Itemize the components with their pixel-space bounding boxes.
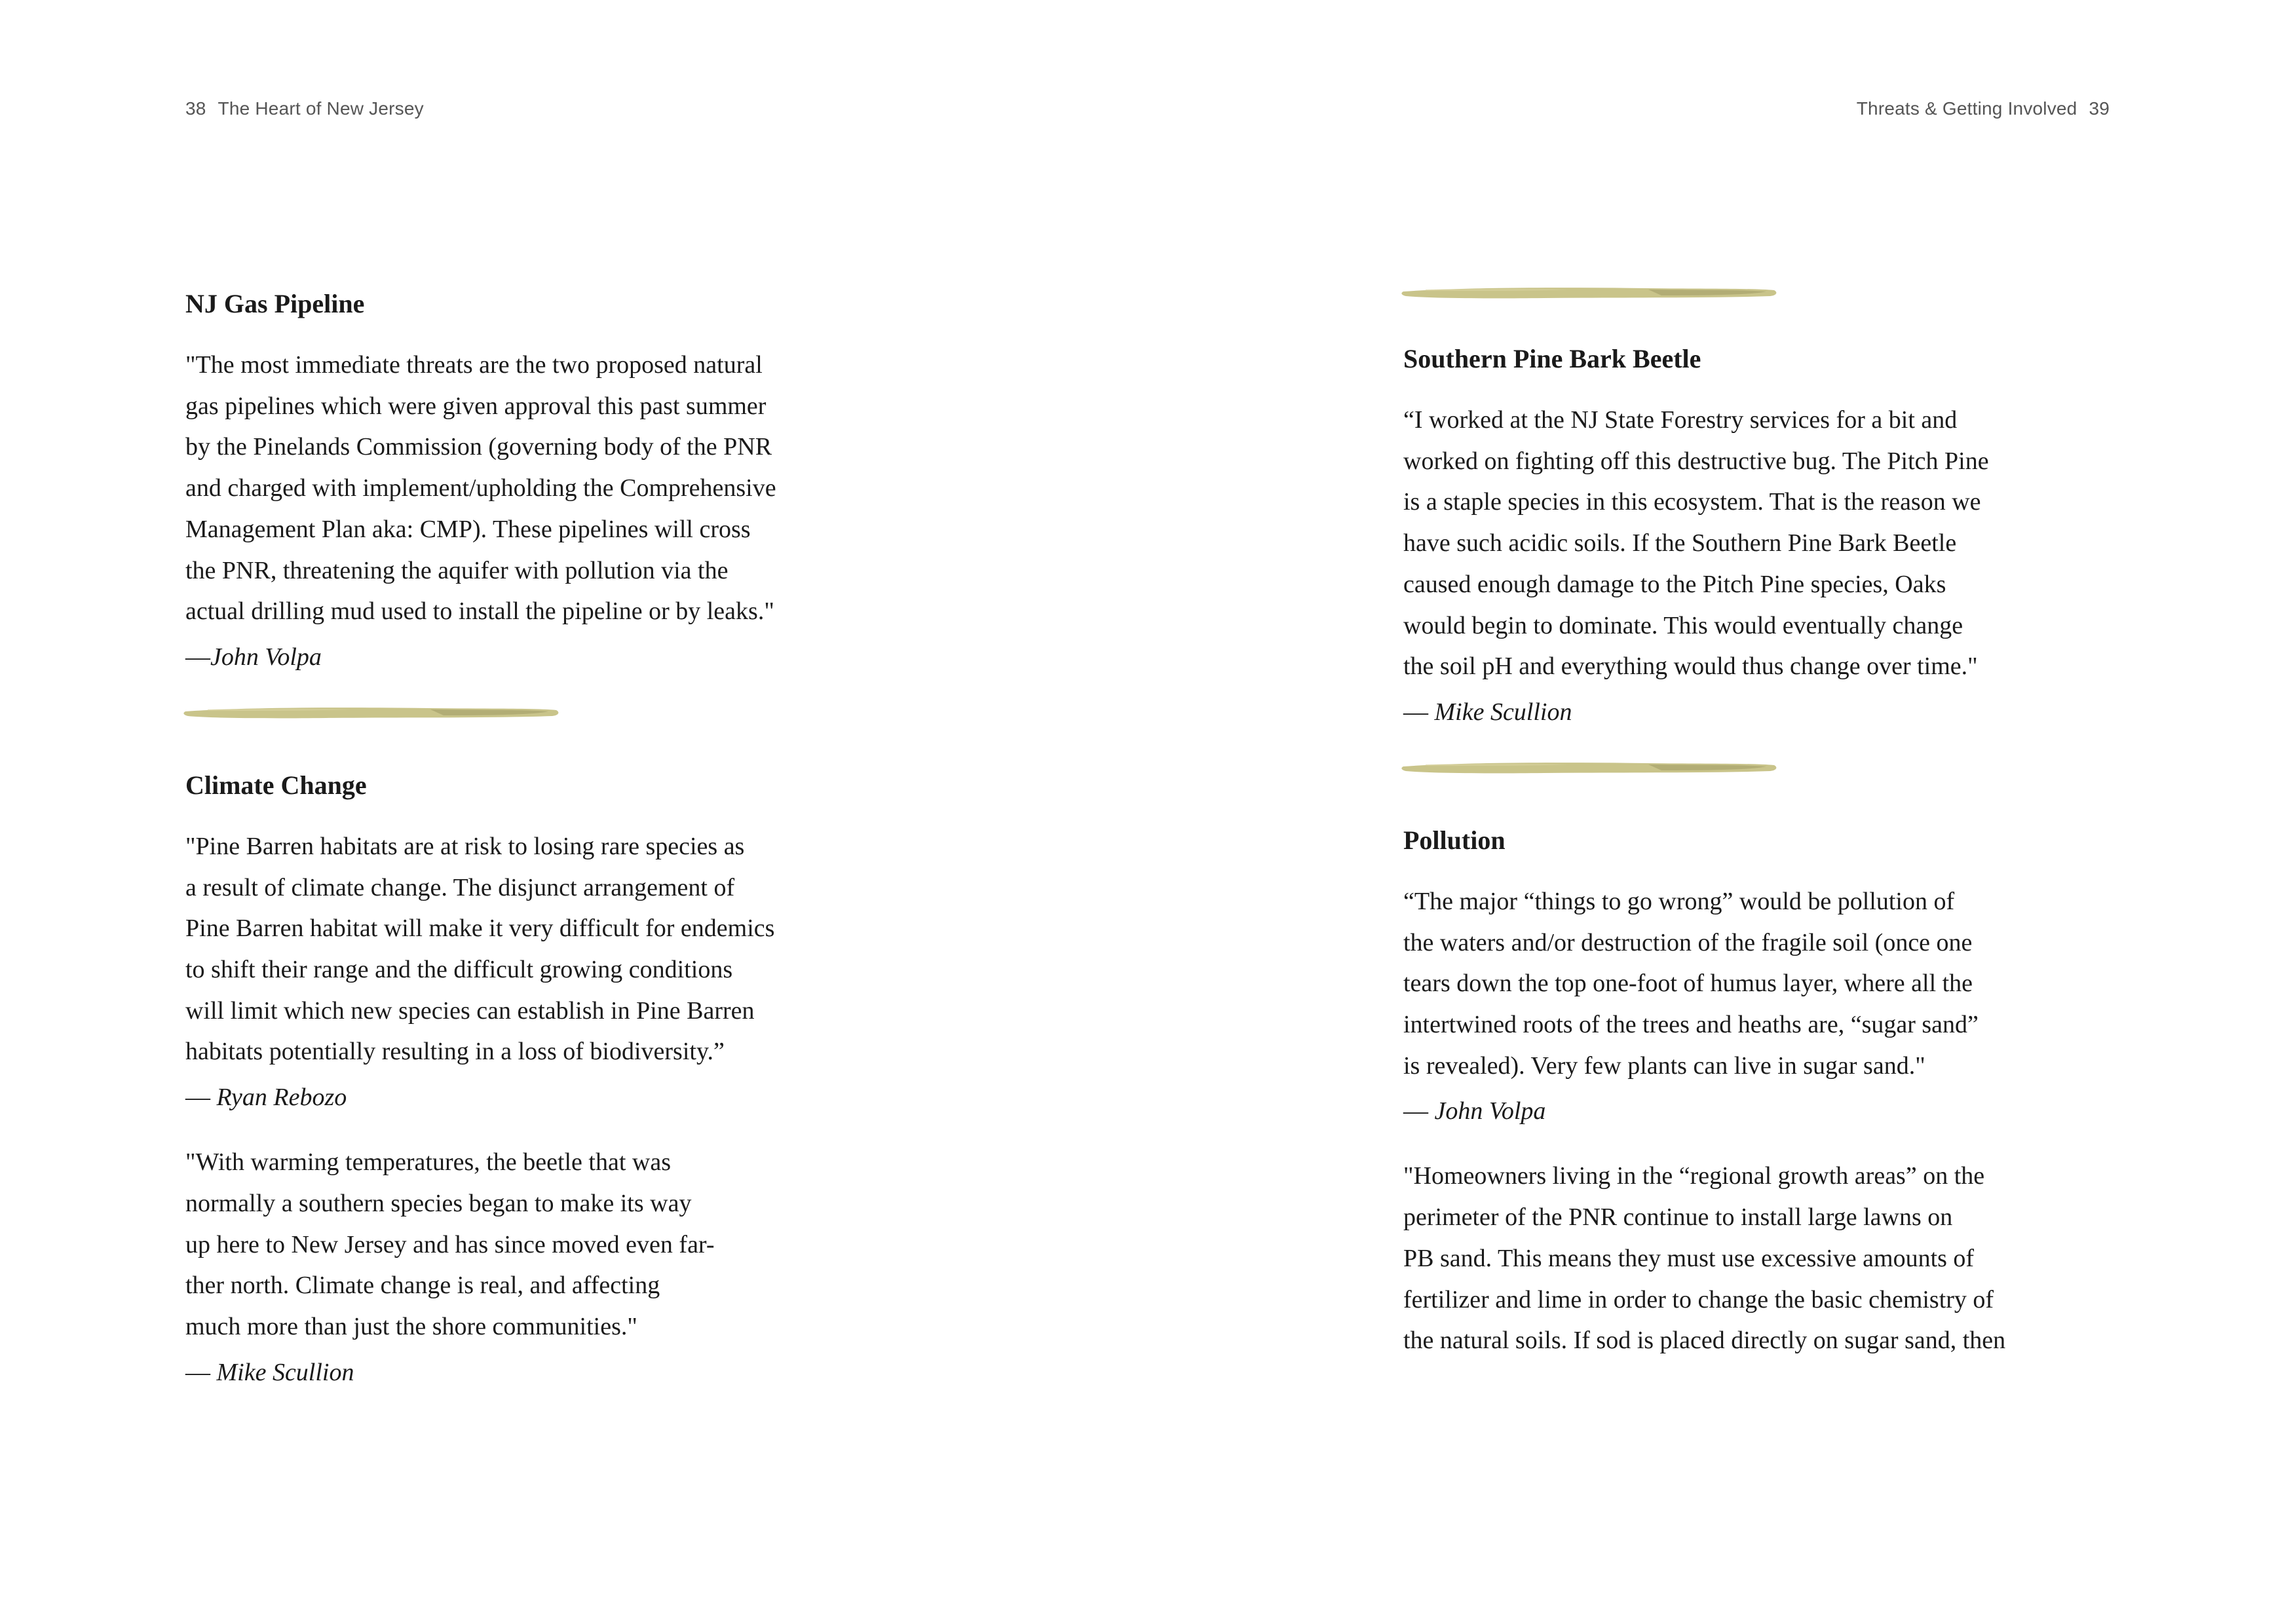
quote-line: by the Pinelands Commission (governing body of the PNR [185, 433, 772, 461]
attribution-dash: — [1403, 698, 1428, 726]
quote-line: normally a southern species began to make its way [185, 1189, 692, 1217]
quote-line: perimeter of the PNR continue to install large lawns on [1403, 1203, 1953, 1232]
right-column [1403, 288, 2111, 1367]
quote-line: up here to New Jersey and has since moved even far- [185, 1230, 715, 1258]
quote-line: and charged with implement/upholding the Comprehensive [185, 474, 776, 502]
quote-text [1403, 400, 2098, 687]
quote-line: the natural soils. If sod is placed directly on sugar sand, then [1403, 1327, 2006, 1355]
quote-line: Pine Barren habitat will make it very difficult for endemics [185, 915, 775, 943]
running-title-left: The Heart of New Jersey [218, 98, 424, 119]
running-head-left [185, 98, 424, 119]
quote-line: is a staple species in this ecosystem. That is the reason we [1403, 488, 1981, 516]
brush-stroke-divider [181, 702, 561, 724]
attribution-author: Mike Scullion [1434, 698, 1572, 726]
section-title: NJ Gas Pipeline [185, 289, 365, 318]
quote-line: would begin to dominate. This would eventually change [1403, 611, 1963, 639]
quote-line: "Pine Barren habitats are at risk to losing rare species as [185, 832, 745, 860]
section-title: Pollution [1403, 825, 1506, 855]
quote-attribution [1403, 692, 2111, 732]
quote-attribution [185, 1078, 893, 1117]
running-head-right [1857, 98, 2110, 119]
quote-line: tears down the top one-foot of humus layer, where all the [1403, 970, 1973, 998]
quote-attribution [185, 1353, 893, 1392]
attribution-author: John Volpa [1434, 1097, 1546, 1125]
quote-line: Management Plan aka: CMP). These pipelines will cross [185, 515, 751, 543]
left-column [185, 288, 893, 1417]
page-number-left: 38 [185, 98, 206, 119]
attribution-author: John Volpa [210, 643, 322, 671]
quote-text [185, 1142, 867, 1348]
quote-line: gas pipelines which were given approval this past summer [185, 392, 767, 420]
attribution-author: Ryan Rebozo [216, 1084, 347, 1112]
quote-line: have such acidic soils. If the Southern Pine Bark Beetle [1403, 529, 1957, 557]
quote-line: the waters and/or destruction of the fragile soil (once one [1403, 928, 1973, 956]
quote-line: ther north. Climate change is real, and affecting [185, 1272, 660, 1300]
attribution-dash: — [185, 1358, 210, 1386]
quote-line: "Homeowners living in the “regional growth areas” on the [1403, 1162, 1985, 1190]
quote-text [185, 345, 880, 632]
brush-stroke-divider [1399, 282, 1779, 304]
section-title: Southern Pine Bark Beetle [1403, 344, 1701, 373]
quote-line: PB sand. This means they must use excessive amounts of [1403, 1244, 1975, 1272]
quote-text [185, 826, 886, 1072]
attribution-author: Mike Scullion [216, 1358, 354, 1386]
attribution-dash: — [185, 643, 210, 671]
attribution-dash: — [185, 1084, 210, 1112]
quote-line: actual drilling mud used to install the pipeline or by leaks." [185, 597, 774, 626]
quote-line: "The most immediate threats are the two proposed natural [185, 351, 763, 379]
quote-line: much more than just the shore communities." [185, 1312, 637, 1340]
running-title-right: Threats & Getting Involved [1856, 98, 2077, 119]
quote-line: “I worked at the NJ State Forestry services for a bit and [1403, 406, 1958, 434]
section-title: Climate Change [185, 770, 367, 800]
quote-line: worked on fighting off this destructive bug. The Pitch Pine [1403, 447, 1989, 475]
quote-line: "With warming temperatures, the beetle that was [185, 1148, 671, 1177]
quote-line: to shift their range and the difficult growing conditions [185, 956, 733, 984]
quote-line: fertilizer and lime in order to change the basic chemistry of [1403, 1285, 1994, 1313]
quote-text [1403, 881, 2098, 1087]
right-page [1146, 0, 2293, 1624]
attribution-dash: — [1403, 1097, 1428, 1125]
quote-line: the soil pH and everything would thus change over time." [1403, 652, 1978, 681]
quote-text [1403, 1156, 2117, 1361]
quote-attribution [1403, 1091, 2111, 1131]
brush-stroke-divider [1399, 757, 1779, 779]
quote-line: the PNR, threatening the aquifer with pollution via the [185, 556, 729, 584]
quote-line: “The major “things to go wrong” would be pollution of [1403, 887, 1955, 915]
quote-line: habitats potentially resulting in a loss of biodiversity.” [185, 1038, 725, 1066]
page-number-right: 39 [2089, 98, 2110, 119]
quote-attribution [185, 637, 893, 677]
quote-line: will limit which new species can establish in Pine Barren [185, 996, 755, 1025]
quote-line: caused enough damage to the Pitch Pine species, Oaks [1403, 570, 1946, 598]
quote-line: a result of climate change. The disjunct arrangement of [185, 873, 735, 901]
quote-line: is revealed). Very few plants can live in sugar sand." [1403, 1051, 1925, 1080]
left-page [0, 0, 1146, 1624]
quote-line: intertwined roots of the trees and heaths are, “sugar sand” [1403, 1011, 1979, 1039]
